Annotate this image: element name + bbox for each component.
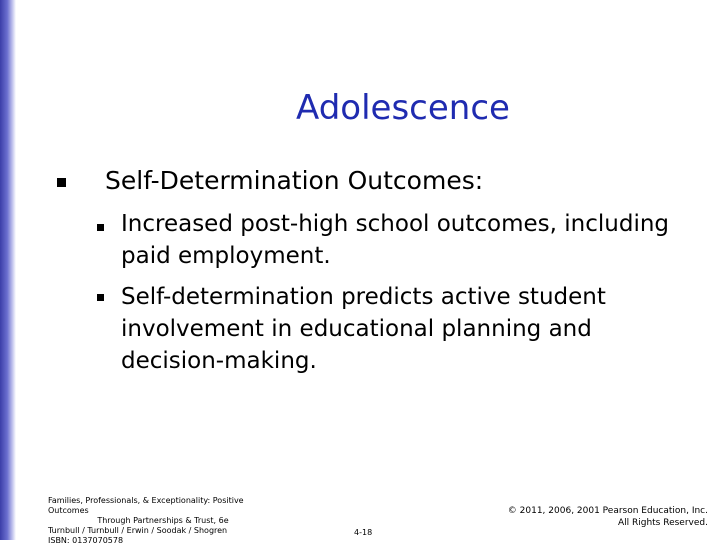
bullet-square-icon — [97, 294, 104, 301]
footer-book-line-2: Through Partnerships & Trust, 6e — [97, 516, 229, 525]
footer-isbn: ISBN: 0137070578 — [48, 536, 124, 545]
footer-copyright — [508, 505, 708, 529]
page-number: 4-18 — [354, 528, 373, 537]
copyright-line-2: All Rights Reserved. — [617, 518, 708, 528]
footer-book-line-1: Families, Professionals, & Exceptionality: Positive Outcomes — [48, 496, 244, 515]
footer-book-info — [48, 496, 278, 546]
footer-authors: Turnbull / Turnbull / Erwin / Soodak / Shogren — [48, 526, 228, 535]
side-decoration-bar — [0, 0, 16, 540]
bullet-square-icon — [57, 178, 66, 187]
copyright-line-1: © 2011, 2006, 2001 Pearson Education, Inc. — [507, 506, 708, 516]
slide-title: Adolescence — [296, 88, 510, 128]
bullet-square-icon — [97, 224, 104, 231]
main-bullet-text: Self-Determination Outcomes: — [105, 166, 484, 195]
sub-bullet-text-2: Self-determination predicts active student involvement in educational planning and decision-making. — [121, 284, 606, 374]
sub-bullet-text-1: Increased post-high school outcomes, including paid employment. — [121, 211, 670, 269]
